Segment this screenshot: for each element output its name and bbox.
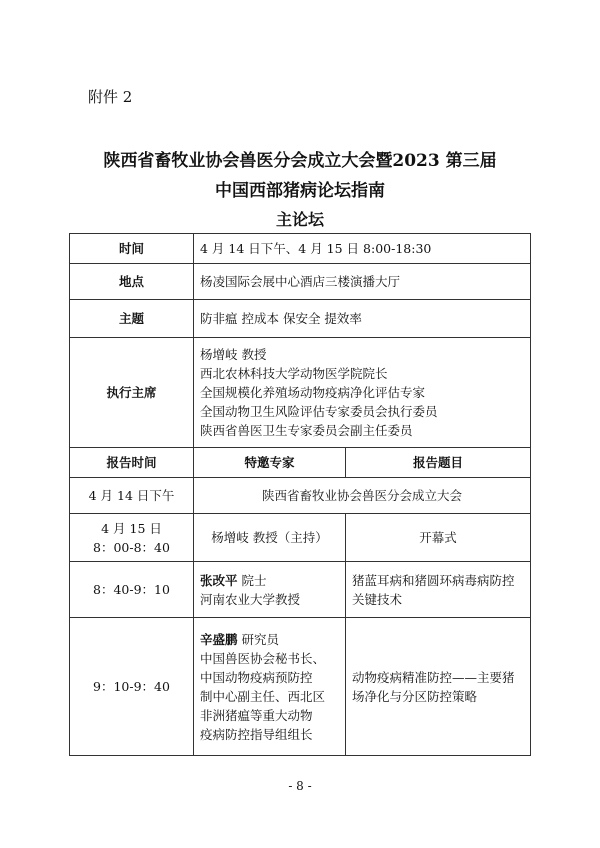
- session3-topic: 动物疫病精准防控——主要猪场净化与分区防控策略: [346, 618, 531, 756]
- header-guest-expert: 特邀专家: [194, 448, 346, 478]
- session3-expert-title: 研究员: [237, 631, 279, 647]
- schedule-row-day2-opening: [70, 514, 531, 562]
- opening-time: 4 月 14 日下午: [70, 478, 194, 514]
- session2-expert-line: 河南农业大学教授: [200, 591, 301, 607]
- chair-line: 全国规模化养殖场动物疫病净化评估专家: [200, 385, 426, 400]
- session3-expert: [194, 618, 346, 756]
- label-chair: 执行主席: [70, 338, 194, 448]
- info-row-theme: [70, 300, 531, 338]
- value-time: 4 月 14 日下午、4 月 15 日 8:00-18:30: [194, 234, 531, 264]
- label-time: 时间: [70, 234, 194, 264]
- schedule-row-opening: [70, 478, 531, 514]
- chair-line: 全国动物卫生风险评估专家委员会执行委员: [200, 404, 438, 419]
- day2-time: [70, 514, 194, 562]
- day2-date: 4 月 15 日: [101, 520, 162, 536]
- session3-time: 9：10-9：40: [70, 618, 194, 756]
- attachment-label: 附件 2: [88, 88, 133, 106]
- schedule-row-session3: [70, 618, 531, 756]
- session2-time: 8：40-9：10: [70, 562, 194, 618]
- session3-expert-line: 疫病防控指导组组长: [200, 726, 313, 742]
- session2-topic: 猪蓝耳病和猪圆环病毒病防控关键技术: [346, 562, 531, 618]
- day2-expert: 杨增岐 教授（主持）: [194, 514, 346, 562]
- schedule-header-row: [70, 448, 531, 478]
- session3-expert-line: 中国兽医协会秘书长、: [200, 650, 326, 666]
- page-number: - 8 -: [288, 779, 312, 793]
- chair-line: 陕西省兽医卫生专家委员会副主任委员: [200, 423, 413, 438]
- session3-expert-line: 非洲猪瘟等重大动物: [200, 707, 313, 723]
- document-title-line2: 中国西部猪病论坛指南: [215, 181, 385, 201]
- value-theme: 防非瘟 控成本 保安全 提效率: [194, 300, 531, 338]
- chair-line: 西北农林科技大学动物医学院院长: [200, 366, 388, 381]
- info-row-chair: [70, 338, 531, 448]
- header-report-time: 报告时间: [70, 448, 194, 478]
- opening-content: 陕西省畜牧业协会兽医分会成立大会: [194, 478, 531, 514]
- day2-time-range: 8：00-8：40: [93, 539, 170, 555]
- session2-expert-title: 院士: [237, 572, 267, 588]
- document-title-line1: 陕西省畜牧业协会兽医分会成立大会暨2023 第三届: [103, 151, 497, 171]
- session3-expert-name: 辛盛鹏: [200, 631, 238, 647]
- session3-expert-line: 制中心副主任、西北区: [200, 688, 326, 704]
- label-theme: 主题: [70, 300, 194, 338]
- schedule-row-session2: [70, 562, 531, 618]
- forum-schedule-table: [69, 233, 531, 756]
- day2-topic: 开幕式: [346, 514, 531, 562]
- value-chair: [194, 338, 531, 448]
- label-location: 地点: [70, 264, 194, 300]
- chair-line: 杨增岐 教授: [200, 347, 267, 362]
- session2-expert-name: 张改平: [200, 572, 238, 588]
- header-report-topic: 报告题目: [346, 448, 531, 478]
- value-location: 杨凌国际会展中心酒店三楼演播大厅: [194, 264, 531, 300]
- info-row-time: [70, 234, 531, 264]
- session2-expert: [194, 562, 346, 618]
- document-subtitle: 主论坛: [275, 210, 324, 229]
- info-row-location: [70, 264, 531, 300]
- session3-expert-line: 中国动物疫病预防控: [200, 669, 313, 685]
